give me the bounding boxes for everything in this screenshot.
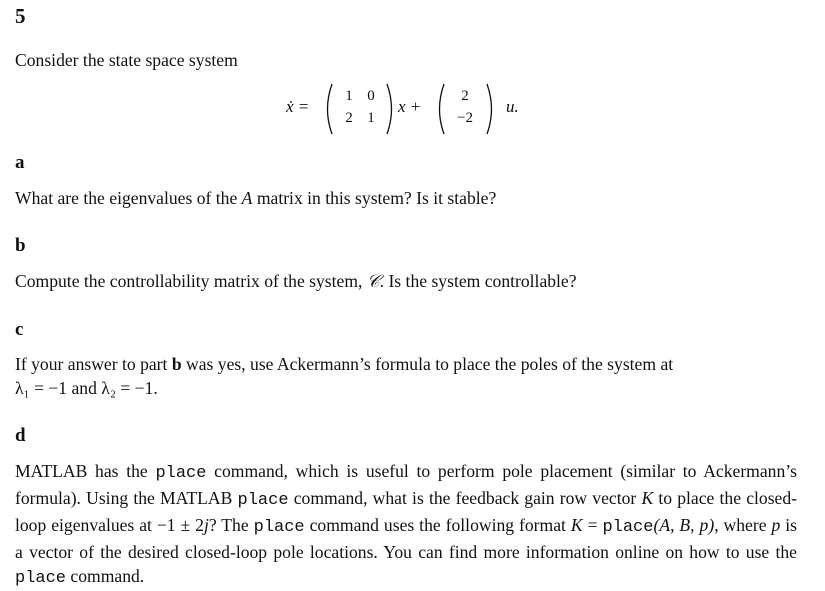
intro-text: Consider the state space system bbox=[15, 50, 238, 70]
a-matrix-cell: 0 bbox=[367, 88, 375, 104]
section-a-heading: a bbox=[15, 152, 25, 173]
a-matrix-cell: 1 bbox=[367, 110, 375, 126]
code-place: place bbox=[15, 569, 67, 588]
equation-lhs: ẋ = bbox=[286, 97, 310, 116]
state-space-equation bbox=[286, 78, 536, 140]
section-d-heading: d bbox=[15, 425, 26, 446]
code-place: place bbox=[237, 491, 289, 510]
section-c-heading: c bbox=[15, 319, 24, 340]
section-d-question: MATLAB has the place command, which is useful to perform pole placement (similar to Ackermann’s formula). Using the MATLAB place command, what is the feedback gain row vector K to place the closed-loop eigenvalues at −1 ± 2j? The place command uses the following format K = place(A, B, p), where p is a vector of the desired closed-loop pole locations. You can find more information online on how to use the place command. bbox=[15, 461, 798, 588]
b-vector-cell: 2 bbox=[461, 88, 469, 104]
section-c-question: If your answer to part b was yes, use Ackermann’s formula to place the poles of the system at λ₁ = −1 and λ₂ = −1. bbox=[15, 354, 674, 398]
section-b-question: Compute the controllability matrix of the system, 𝒞. Is the system controllable? bbox=[15, 271, 577, 291]
b-vector-cell: −2 bbox=[457, 110, 473, 126]
equation-x-plus: x + bbox=[398, 97, 422, 116]
a-matrix-cell: 2 bbox=[345, 110, 353, 126]
a-matrix-cell: 1 bbox=[345, 88, 353, 104]
section-a-question: What are the eigenvalues of the A matrix in this system? Is it stable? bbox=[15, 188, 497, 208]
problem-number: 5 bbox=[15, 4, 26, 28]
code-place-call: place bbox=[602, 518, 654, 537]
section-b-heading: b bbox=[15, 235, 26, 256]
equation-u: u. bbox=[506, 97, 519, 116]
code-place: place bbox=[155, 464, 207, 483]
code-place: place bbox=[253, 518, 305, 537]
